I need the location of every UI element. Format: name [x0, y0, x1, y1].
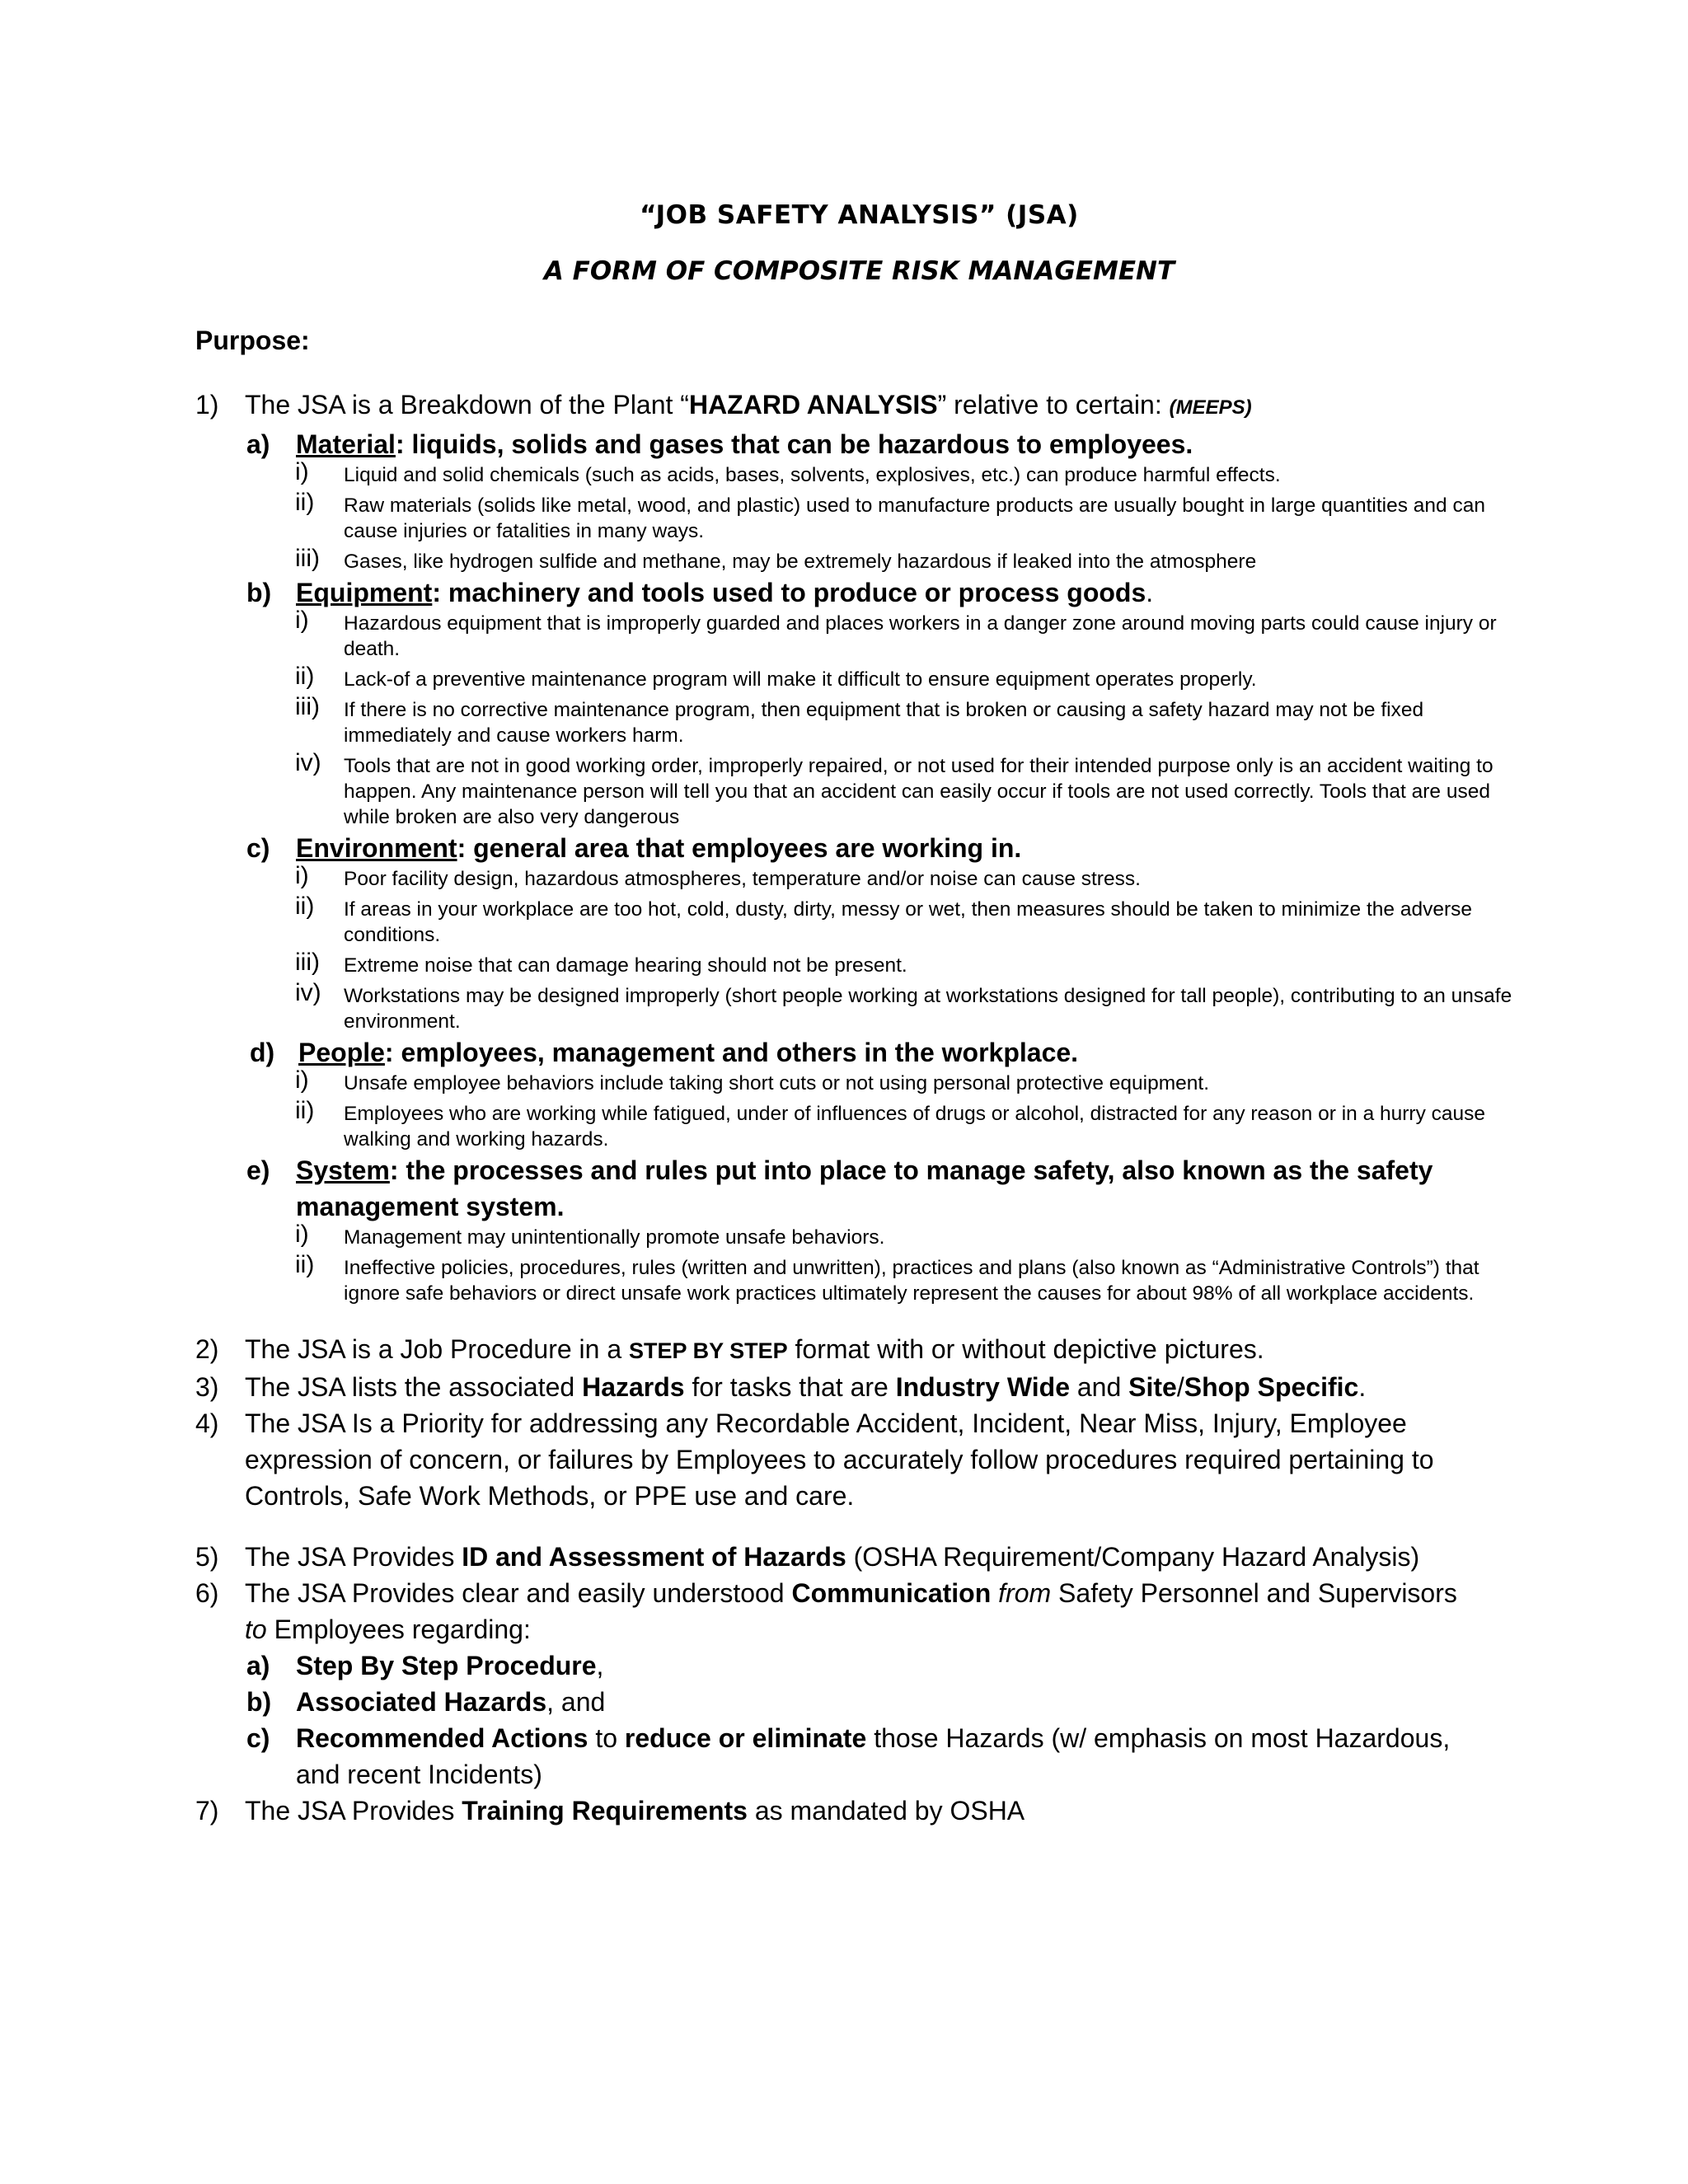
item-text: / [1176, 1372, 1184, 1402]
item-bold-text: Communication [791, 1578, 992, 1608]
subitem-desc: : liquids, solids and gases that can be hazardous to employees. [395, 429, 1193, 459]
detail-item [195, 749, 1523, 830]
detail-number: ii) [295, 663, 315, 690]
detail-number: iii) [295, 693, 320, 720]
detail-item [195, 607, 1523, 662]
item-text: as mandated by OSHA [747, 1796, 1025, 1825]
detail-item [195, 893, 1523, 948]
item-text: format with or without depictive pictures. [787, 1334, 1264, 1364]
purpose-list [195, 387, 1523, 1829]
item-number: 2) [195, 1334, 219, 1364]
subitem-text: those Hazards (w/ emphasis on most Hazardous, and recent Incidents) [296, 1723, 1451, 1789]
subitem-letter: d) [250, 1038, 275, 1067]
item-number: 6) [195, 1578, 219, 1608]
item-text: Employees regarding: [266, 1615, 531, 1644]
item-number: 3) [195, 1372, 219, 1402]
detail-text: Workstations may be designed improperly (short people working at workstations designed for tall people), contributing to an unsafe environment. [344, 985, 1512, 1033]
subitem-term: Equipment [296, 578, 433, 607]
detail-text: Employees who are working while fatigued, under of influences of drugs or alcohol, distracted for any reason or in a hurry cause walking and working hazards. [344, 1103, 1486, 1151]
document-title: “JOB SAFETY ANALYSIS” (JSA) [640, 200, 1079, 230]
subitem-text: to [588, 1723, 625, 1753]
item-bold-text: HAZARD ANALYSIS [688, 390, 938, 419]
detail-text: Extreme noise that can damage hearing should not be present. [344, 954, 907, 977]
subitem-bold-text: Recommended Actions [296, 1723, 588, 1753]
detail-number: ii) [295, 893, 315, 920]
subitem-step-by-step [195, 1647, 1523, 1684]
subitem-bold-text: Step By Step Procedure [296, 1651, 597, 1680]
subitem-term: System [296, 1155, 390, 1185]
subitem-recommended-actions [195, 1720, 1523, 1793]
item-text: The JSA Is a Priority for addressing any Recordable Accident, Incident, Near Miss, Injury, Employee expression of concern, or failures by Employees to accurately follow procedures required pertaining to Controls, Safe Work Methods, or PPE use and care. [245, 1408, 1434, 1511]
subitem-associated-hazards [195, 1684, 1523, 1720]
item-text: The JSA is a Breakdown of the Plant “ [245, 390, 689, 419]
item-bold-text: Hazards [582, 1372, 685, 1402]
subitem-text: , [596, 1651, 604, 1680]
detail-item [195, 949, 1523, 978]
detail-text: If there is no corrective maintenance program, then equipment that is broken or causing a safety hazard may not be fixed immediately and cause workers harm. [344, 699, 1424, 747]
detail-item [195, 1251, 1523, 1306]
item-number: 1) [195, 390, 219, 419]
subitem-environment [195, 830, 1523, 866]
item-italic-text: to [245, 1615, 267, 1644]
item-text: for tasks that are [684, 1372, 896, 1402]
item-text: (OSHA Requirement/Company Hazard Analysis) [846, 1542, 1420, 1572]
subitem-letter: a) [246, 429, 270, 459]
detail-number: i) [295, 607, 309, 634]
item-italic-text: from [998, 1578, 1052, 1608]
item-text: The JSA Provides [245, 1796, 462, 1825]
detail-item [195, 1097, 1523, 1152]
item-text: The JSA is a Job Procedure in a [245, 1334, 630, 1364]
detail-text: If areas in your workplace are too hot, cold, dusty, dirty, messy or wet, then measures should be taken to minimize the adverse conditions. [344, 898, 1473, 946]
item-bold-text: Training Requirements [462, 1796, 748, 1825]
item-text: The JSA Provides [245, 1542, 462, 1572]
subitem-term: Environment [296, 833, 457, 863]
detail-number: i) [295, 1066, 309, 1094]
item-text: Safety Personnel and Supervisors [1051, 1578, 1457, 1608]
item-text: The JSA lists the associated [245, 1372, 583, 1402]
item-text: and [1069, 1372, 1129, 1402]
detail-item [195, 979, 1523, 1034]
detail-number: iii) [295, 949, 320, 976]
subitem-equipment: b) Equipment: machinery and tools used to produce or process goods. [195, 574, 1523, 611]
detail-text: Ineffective policies, procedures, rules (written and unwritten), practices and plans (also known as “Administrative Controls”) that ignore safe behaviors or direct unsafe work practices ultimately represent the causes for about 98% of all workplace accidents. [344, 1257, 1479, 1305]
detail-number: i) [295, 1221, 309, 1248]
list-item-2 [195, 1331, 1523, 1369]
detail-number: iv) [295, 979, 321, 1006]
item-text: The JSA Provides clear and easily understood [245, 1578, 792, 1608]
subitem-desc: : employees, management and others in the workplace. [384, 1038, 1079, 1067]
detail-item [195, 545, 1523, 574]
detail-number: iv) [295, 749, 321, 776]
item-bold-text: Site [1128, 1372, 1177, 1402]
detail-number: iii) [295, 545, 320, 572]
subitem-people [195, 1034, 1523, 1071]
subitem-bold-text: Associated Hazards [296, 1687, 547, 1717]
detail-number: ii) [295, 489, 315, 516]
detail-number: ii) [295, 1251, 315, 1278]
subitem-desc: : general area that employees are working in. [457, 833, 1022, 863]
item-text: . [1358, 1372, 1367, 1402]
subitem-letter: c) [246, 833, 270, 863]
detail-item [195, 663, 1523, 692]
list-item-4 [195, 1405, 1523, 1514]
item-number: 4) [195, 1408, 219, 1438]
subitem-desc: : the processes and rules put into place to manage safety, also known as the safety management system. [296, 1155, 1433, 1221]
subitem-material [195, 426, 1523, 462]
subitem-letter: a) [246, 1651, 270, 1680]
item-text [991, 1578, 998, 1608]
item-bold-text: ID and Assessment of Hazards [462, 1542, 846, 1572]
detail-number: ii) [295, 1097, 315, 1124]
detail-text: Tools that are not in good working order, improperly repaired, or not used for their intended purpose only is an accident waiting to happen. Any maintenance person will tell you that an accident can easily occur if tools are not used correctly. Tools that are used while broken are also very dangerous [344, 755, 1493, 828]
detail-text: Poor facility design, hazardous atmospheres, temperature and/or noise can cause stress. [344, 868, 1141, 890]
list-item-3 [195, 1369, 1523, 1405]
document-subtitle: A FORM OF COMPOSITE RISK MANAGEMENT [543, 256, 1175, 286]
detail-text: Lack-of a preventive maintenance program will make it difficult to ensure equipment operates properly. [344, 668, 1257, 691]
list-item-6 [195, 1575, 1523, 1647]
detail-text: Gases, like hydrogen sulfide and methane, may be extremely hazardous if leaked into the atmosphere [344, 551, 1257, 573]
item-text: ” relative to certain: [937, 390, 1170, 419]
detail-item [195, 458, 1523, 488]
subitem-letter: c) [246, 1723, 270, 1753]
detail-text: Hazardous equipment that is improperly guarded and places workers in a danger zone around moving parts could cause injury or death. [344, 612, 1497, 660]
item-bold-text: STEP BY STEP [629, 1338, 788, 1363]
detail-text: Raw materials (solids like metal, wood, and plastic) used to manufacture products are usually bought in large quantities and can cause injuries or fatalities in many ways. [344, 494, 1485, 542]
item-bold-text: Industry Wide [895, 1372, 1070, 1402]
detail-item [195, 1066, 1523, 1096]
subitem-text: , and [546, 1687, 606, 1717]
subitem-system [195, 1152, 1523, 1225]
subitem-term: Material [296, 429, 396, 459]
subitem-desc: : machinery and tools used to produce or process goods [432, 578, 1146, 607]
subitem-term: People [298, 1038, 385, 1067]
subitem-letter: b) [246, 578, 272, 607]
purpose-heading: Purpose: [195, 326, 310, 355]
detail-number: i) [295, 458, 309, 485]
item-number: 5) [195, 1542, 219, 1572]
list-item-1 [195, 387, 1523, 426]
list-item-7 [195, 1793, 1523, 1829]
subitem-letter: e) [246, 1155, 270, 1185]
list-item-5 [195, 1539, 1523, 1575]
detail-item [195, 489, 1523, 544]
detail-item [195, 693, 1523, 748]
item-bold-text: Shop Specific [1184, 1372, 1359, 1402]
item-number: 7) [195, 1796, 219, 1825]
detail-text: Unsafe employee behaviors include taking short cuts or not using personal protective equipment. [344, 1072, 1210, 1094]
detail-item [195, 862, 1523, 892]
subitem-letter: b) [246, 1687, 272, 1717]
detail-number: i) [295, 862, 309, 889]
detail-item [195, 1221, 1523, 1250]
detail-text: Management may unintentionally promote unsafe behaviors. [344, 1226, 885, 1249]
subitem-bold-text: reduce or eliminate [624, 1723, 867, 1753]
detail-text: Liquid and solid chemicals (such as acids, bases, solvents, explosives, etc.) can produce harmful effects. [344, 464, 1281, 486]
meeps-label: (MEEPS) [1169, 396, 1252, 419]
